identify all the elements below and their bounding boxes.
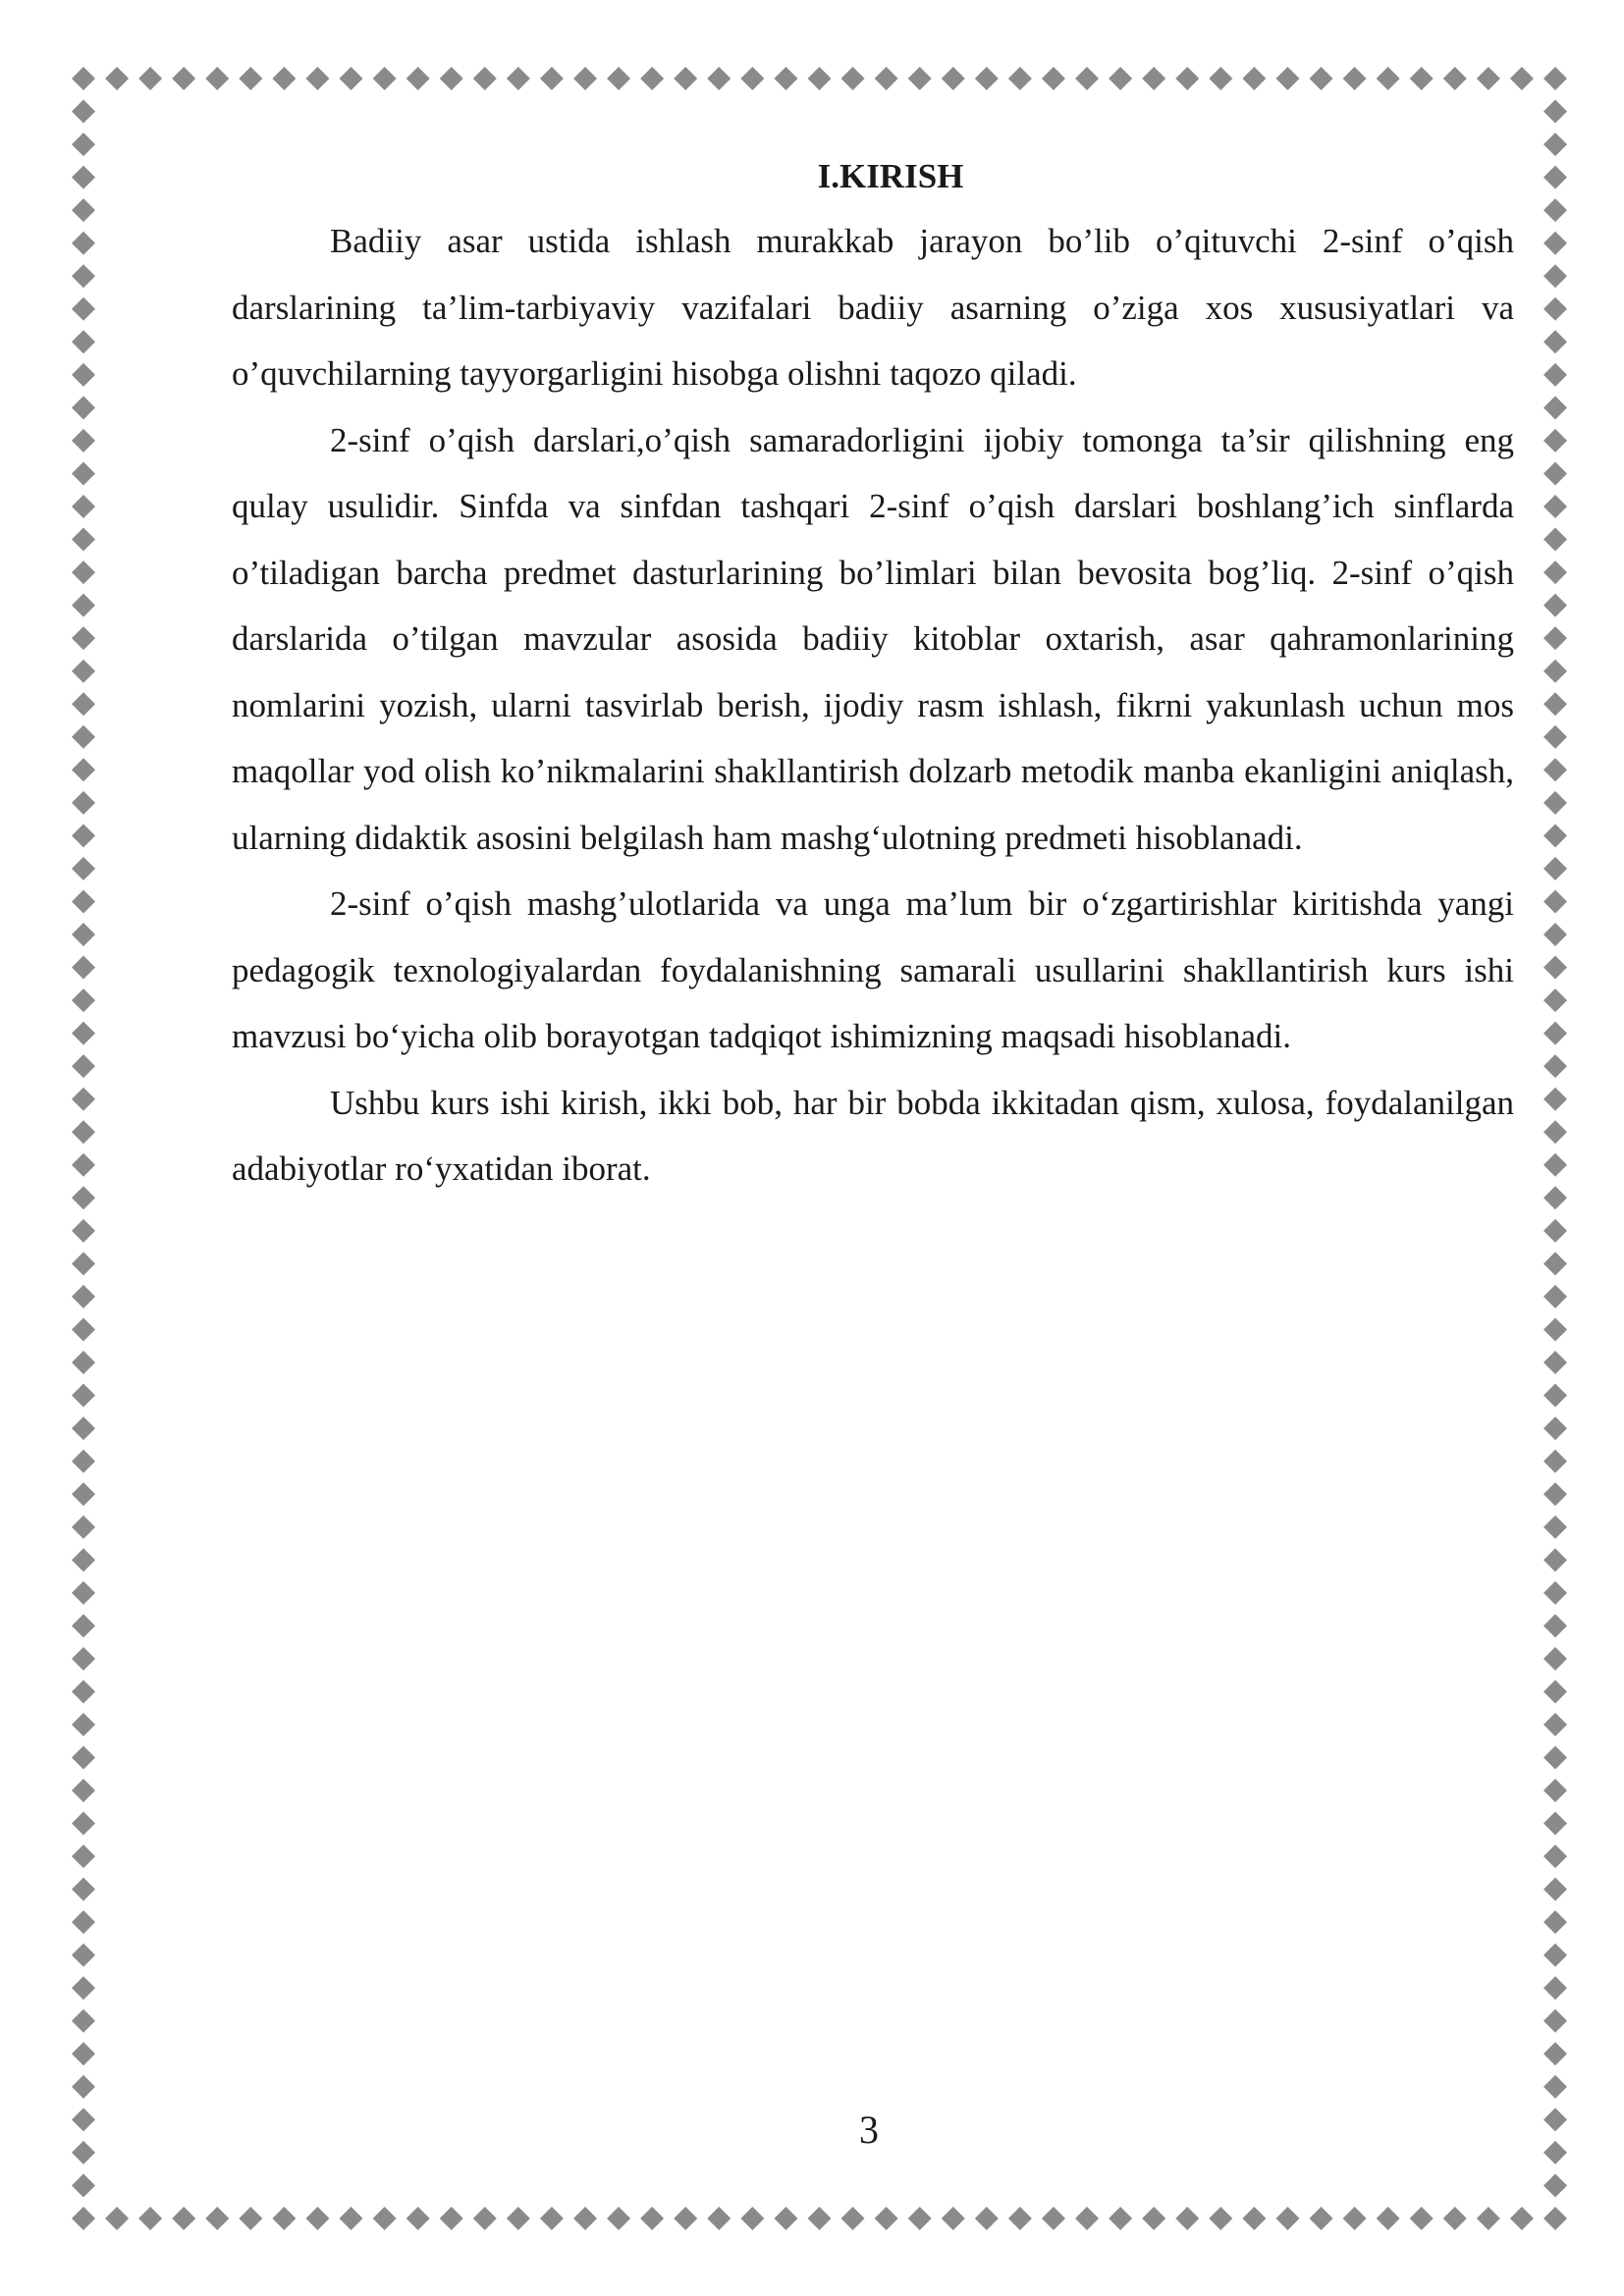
border-diamond <box>1543 1944 1567 1967</box>
border-diamond <box>72 1812 95 1836</box>
border-diamond <box>740 2207 764 2230</box>
border-diamond <box>72 429 95 453</box>
border-diamond <box>975 67 999 90</box>
border-diamond <box>172 67 195 90</box>
border-diamond <box>1543 198 1567 222</box>
border-diamond <box>1543 2075 1567 2099</box>
border-diamond <box>1543 725 1567 749</box>
border-diamond <box>1543 297 1567 321</box>
border-diamond <box>1543 1614 1567 1637</box>
border-diamond <box>1543 2009 1567 2033</box>
border-diamond <box>72 1680 95 1703</box>
border-diamond <box>1343 2207 1367 2230</box>
border-diamond <box>72 1976 95 2000</box>
border-diamond <box>72 133 95 156</box>
border-diamond <box>808 67 832 90</box>
border-diamond <box>1477 67 1500 90</box>
border-diamond <box>72 1548 95 1572</box>
border-diamond <box>1443 67 1467 90</box>
border-diamond <box>1008 67 1032 90</box>
border-diamond <box>72 1219 95 1243</box>
border-diamond <box>205 2207 229 2230</box>
border-diamond <box>72 791 95 815</box>
border-diamond <box>908 67 932 90</box>
page-title: I.KIRISH <box>817 157 964 195</box>
border-diamond <box>1543 133 1567 156</box>
border-diamond <box>1543 626 1567 650</box>
border-diamond <box>473 67 497 90</box>
border-diamond <box>1543 1285 1567 1308</box>
border-diamond <box>540 67 564 90</box>
border-diamond <box>1109 67 1132 90</box>
border-diamond <box>1209 67 1232 90</box>
border-diamond <box>1543 660 1567 683</box>
border-diamond <box>1543 1548 1567 1572</box>
border-diamond <box>72 692 95 716</box>
border-diamond <box>72 264 95 288</box>
border-diamond <box>72 758 95 781</box>
border-diamond <box>373 2207 397 2230</box>
border-diamond <box>72 1516 95 1539</box>
border-diamond <box>440 67 463 90</box>
border-diamond <box>1142 67 1165 90</box>
border-diamond <box>72 1120 95 1144</box>
border-diamond <box>1209 2207 1232 2230</box>
border-diamond <box>640 2207 664 2230</box>
border-diamond <box>72 1022 95 1045</box>
border-diamond <box>1042 2207 1065 2230</box>
border-diamond <box>72 396 95 419</box>
border-diamond <box>72 2009 95 2033</box>
border-diamond <box>72 1614 95 1637</box>
border-diamond <box>841 67 865 90</box>
border-diamond <box>1410 2207 1434 2230</box>
border-diamond <box>707 67 731 90</box>
border-diamond <box>72 166 95 189</box>
border-diamond <box>138 2207 162 2230</box>
border-diamond <box>105 67 129 90</box>
border-diamond <box>1109 2207 1132 2230</box>
border-diamond <box>1275 2207 1299 2230</box>
border-diamond <box>1275 67 1299 90</box>
border-diamond <box>72 1878 95 1901</box>
border-diamond <box>1543 692 1567 716</box>
border-diamond <box>1008 2207 1032 2230</box>
border-diamond <box>1543 2173 1567 2197</box>
border-diamond <box>507 67 530 90</box>
border-diamond <box>1443 2207 1467 2230</box>
border-diamond <box>1242 67 1266 90</box>
border-diamond <box>373 67 397 90</box>
border-diamond <box>1543 1022 1567 1045</box>
border-diamond <box>1142 2207 1165 2230</box>
border-diamond <box>1543 1186 1567 1209</box>
border-diamond <box>72 1252 95 1275</box>
border-diamond <box>1543 1416 1567 1440</box>
border-diamond <box>1543 1581 1567 1605</box>
border-diamond <box>1543 956 1567 980</box>
border-diamond <box>72 2173 95 2197</box>
border-diamond <box>1543 1252 1567 1275</box>
border-diamond <box>72 1351 95 1374</box>
border-diamond <box>72 626 95 650</box>
border-diamond <box>72 725 95 749</box>
border-diamond <box>1042 67 1065 90</box>
border-diamond <box>1543 528 1567 552</box>
border-diamond <box>1543 1450 1567 1473</box>
border-diamond <box>72 561 95 584</box>
border-diamond <box>272 67 296 90</box>
border-diamond <box>1377 67 1400 90</box>
border-diamond <box>72 1153 95 1177</box>
border-diamond <box>942 2207 965 2230</box>
border-diamond <box>674 2207 697 2230</box>
border-diamond <box>1543 1153 1567 1177</box>
border-diamond <box>239 67 262 90</box>
border-diamond <box>473 2207 497 2230</box>
border-diamond <box>72 1450 95 1473</box>
border-diamond <box>1242 2207 1266 2230</box>
border-diamond <box>72 461 95 485</box>
paragraph-3: 2-sinf o’qish mashg’ulotlarida va unga ma’lum bir o‘zgartirishlar kiritishda yangi pedagogik texnologiyalardan foydalanishning samarali usullarini shakllantirish kurs ishi mavzusi bo‘yicha olib borayotgan tadqiqot ishimizning maqsadi hisoblanadi. <box>232 884 1514 1055</box>
border-diamond <box>1543 1120 1567 1144</box>
border-diamond <box>72 495 95 518</box>
border-diamond <box>72 660 95 683</box>
border-diamond <box>1543 1317 1567 1341</box>
border-diamond <box>875 67 898 90</box>
border-diamond <box>305 67 329 90</box>
border-diamond <box>72 2042 95 2065</box>
border-diamond <box>72 1944 95 1967</box>
border-diamond <box>674 67 697 90</box>
border-diamond <box>72 1088 95 1111</box>
border-diamond <box>1543 495 1567 518</box>
border-diamond <box>908 2207 932 2230</box>
border-diamond <box>72 2207 95 2230</box>
border-diamond <box>1543 1219 1567 1243</box>
border-diamond <box>640 67 664 90</box>
paragraph-2: 2-sinf o’qish darslari,o’qish samaradorligini ijobiy tomonga ta’sir qilishning eng qulay usulidir. Sinfda va sinfdan tashqari 2-sinf o’qish darslari boshlang’ich sinflarda o’tiladigan barcha predmet dasturlarining bo’limlari bilan bevosita bog’liq. 2-sinf o’qish darslarida o’tilgan mavzular asosida badiiy kitoblar oxtarish, asar qahramonlarining nomlarini yozish, ularni tasvirlab berish, ijodiy rasm ishlash, fikrni yakunlash uchun mos maqollar yod olish ko’nikmalarini shakllantirish dolzarb metodik manba ekanligini aniqlash, ularning didaktik asosini belgilash ham mashg‘ulotning predmeti hisoblanadi. <box>232 420 1514 857</box>
border-diamond <box>72 857 95 881</box>
border-diamond <box>1543 232 1567 255</box>
border-diamond <box>1543 923 1567 946</box>
border-diamond <box>1543 1713 1567 1736</box>
border-diamond <box>72 1416 95 1440</box>
border-diamond <box>72 1317 95 1341</box>
border-diamond <box>72 1186 95 1209</box>
border-diamond <box>1377 2207 1400 2230</box>
border-diamond <box>1543 1779 1567 1802</box>
border-diamond <box>1543 1054 1567 1078</box>
border-diamond <box>72 956 95 980</box>
border-diamond <box>1543 561 1567 584</box>
paragraph-1: Badiiy asar ustida ishlash murakkab jarayon bo’lib o’qituvchi 2-sinf o’qish darslarining ta’lim-tarbiyaviy vazifalari badiiy asarning o’ziga xos xususiyatlari va o’quvchilarning tayyorgarligini hisobga olishni taqozo qiladi. <box>232 222 1514 393</box>
border-diamond <box>1543 67 1567 90</box>
border-diamond <box>573 67 597 90</box>
border-diamond <box>406 2207 430 2230</box>
border-diamond <box>1543 461 1567 485</box>
border-diamond <box>1310 2207 1333 2230</box>
border-diamond <box>72 824 95 847</box>
border-diamond <box>72 1647 95 1671</box>
border-diamond <box>1543 1516 1567 1539</box>
border-diamond <box>1310 67 1333 90</box>
border-diamond <box>841 2207 865 2230</box>
border-diamond <box>1343 67 1367 90</box>
border-diamond <box>1477 2207 1500 2230</box>
border-diamond <box>1543 396 1567 419</box>
border-diamond <box>740 67 764 90</box>
border-diamond <box>607 2207 630 2230</box>
border-diamond <box>72 594 95 617</box>
border-diamond <box>72 528 95 552</box>
border-diamond <box>1543 429 1567 453</box>
border-diamond <box>1175 2207 1199 2230</box>
border-diamond <box>1543 1878 1567 1901</box>
border-diamond <box>1543 2207 1567 2230</box>
border-diamond <box>1543 264 1567 288</box>
border-diamond <box>72 363 95 387</box>
border-diamond <box>1543 594 1567 617</box>
border-diamond <box>72 1054 95 1078</box>
border-diamond <box>942 67 965 90</box>
border-diamond <box>72 889 95 913</box>
border-diamond <box>1543 824 1567 847</box>
border-diamond <box>1543 758 1567 781</box>
border-diamond <box>72 100 95 124</box>
border-diamond <box>272 2207 296 2230</box>
border-diamond <box>573 2207 597 2230</box>
border-diamond <box>1543 166 1567 189</box>
border-diamond <box>72 232 95 255</box>
border-diamond <box>72 1779 95 1802</box>
border-diamond <box>72 923 95 946</box>
border-diamond <box>72 1713 95 1736</box>
border-diamond <box>1075 2207 1099 2230</box>
border-diamond <box>1543 857 1567 881</box>
paragraph-4: Ushbu kurs ishi kirish, ikki bob, har bir bobda ikkitadan qism, xulosa, foydalanilgan adabiyotlar ro‘yxatidan iborat. <box>232 1083 1514 1188</box>
border-diamond <box>172 2207 195 2230</box>
border-diamond <box>239 2207 262 2230</box>
border-diamond <box>1543 1351 1567 1374</box>
border-diamond <box>1543 363 1567 387</box>
border-diamond <box>440 2207 463 2230</box>
border-diamond <box>1410 67 1434 90</box>
border-diamond <box>1543 1910 1567 1934</box>
border-diamond <box>975 2207 999 2230</box>
border-diamond <box>72 1384 95 1408</box>
border-diamond <box>72 2075 95 2099</box>
border-diamond <box>1543 988 1567 1012</box>
border-diamond <box>507 2207 530 2230</box>
page-number: 3 <box>859 2108 879 2152</box>
border-diamond <box>1543 1482 1567 1506</box>
border-diamond <box>808 2207 832 2230</box>
border-diamond <box>1543 791 1567 815</box>
border-diamond <box>707 2207 731 2230</box>
border-diamond <box>138 67 162 90</box>
page-content <box>232 147 1514 1202</box>
border-diamond <box>305 2207 329 2230</box>
border-diamond <box>774 67 797 90</box>
border-diamond <box>1510 67 1534 90</box>
border-diamond <box>1175 67 1199 90</box>
border-diamond <box>1543 2042 1567 2065</box>
border-diamond <box>72 67 95 90</box>
border-diamond <box>72 198 95 222</box>
border-diamond <box>340 2207 363 2230</box>
border-diamond <box>607 67 630 90</box>
border-diamond <box>72 297 95 321</box>
border-diamond <box>1543 1745 1567 1769</box>
border-diamond <box>105 2207 129 2230</box>
border-diamond <box>340 67 363 90</box>
border-diamond <box>406 67 430 90</box>
border-diamond <box>72 330 95 353</box>
border-diamond <box>1543 889 1567 913</box>
border-diamond <box>1543 1647 1567 1671</box>
border-diamond <box>1543 1088 1567 1111</box>
border-diamond <box>1543 1812 1567 1836</box>
border-diamond <box>72 1581 95 1605</box>
border-diamond <box>1543 1384 1567 1408</box>
border-diamond <box>72 1285 95 1308</box>
border-diamond <box>1543 1976 1567 2000</box>
border-diamond <box>72 1844 95 1868</box>
border-diamond <box>1510 2207 1534 2230</box>
border-diamond <box>72 988 95 1012</box>
border-diamond <box>205 67 229 90</box>
border-diamond <box>1543 330 1567 353</box>
border-diamond <box>1543 1680 1567 1703</box>
border-diamond <box>72 1482 95 1506</box>
border-diamond <box>875 2207 898 2230</box>
border-diamond <box>540 2207 564 2230</box>
border-diamond <box>72 1745 95 1769</box>
border-diamond <box>1543 1844 1567 1868</box>
border-diamond <box>72 1910 95 1934</box>
border-diamond <box>774 2207 797 2230</box>
border-diamond <box>1075 67 1099 90</box>
border-diamond <box>1543 100 1567 124</box>
